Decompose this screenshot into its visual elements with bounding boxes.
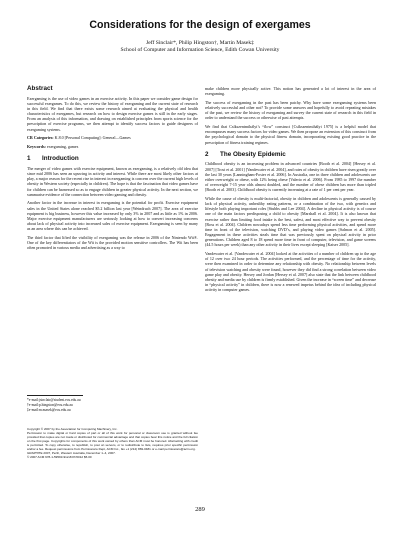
paper-title: Considerations for the design of exergames (89, 19, 311, 31)
isbn-line: © 2007 ACM 978-1-59593-912-8/07/0012 $5.00 (27, 454, 92, 459)
keywords-label: Keywords: (27, 144, 46, 150)
intro-paragraph-3: The third factor that lifted the visibility of exergaming was the release in 2006 of the Nintendo Wii®. One of the key differentiators of the Wii is the provided motion sensitive controllers. The Wii has been often promoted in various media and advertising as a way to (27, 234, 198, 251)
footnotes (27, 395, 198, 413)
footnote-email-1: *e-mail:jsinclair@student.ecu.edu.au (27, 398, 81, 402)
intro-continued: make children more physically active. This notion has generated a lot of interest in the area of exergaming. (205, 86, 376, 97)
author-names: Jeff Sinclair*, Philip Hingston†, Martin Masek‡ (146, 40, 254, 46)
section-heading-obesity (205, 152, 376, 157)
abstract-heading: Abstract (27, 85, 53, 92)
footnote-email-3: ‡e-mail:m.masek@ecu.edu.au (27, 408, 71, 413)
author-block (0, 40, 400, 54)
cr-categories-label: CR Categories: (27, 135, 54, 141)
page-number: 289 (195, 506, 205, 513)
section-number: 1 (27, 155, 31, 163)
obesity-paragraph-3: Vandewater et al. [Vandewater et al. 2004] looked at the activities of a number of children up to the age of 12 over two 24 hour periods. The activities performed, and the percentage of time for the activity, were then examined in order to determine any relationship with obesity. No relationship between levels of television watching and obesity were found, however they did find a strong correlation between video game play and obesity. Hersey and Jordan [Hersey et al. 2007] also state that the link between childhood obesity and media use by children is firmly established. Given the increase in “screen time” and decrease in “physical activity” in children, there is now a renewed impetus behind the idea of including physical activity in computer games. (205, 251, 376, 293)
right-column (205, 86, 376, 296)
keywords-text: exergaming, games (46, 144, 79, 150)
author-affiliation: School of Computer and Information Science, Edith Cowan University (120, 47, 280, 53)
footnote-email-2: †e-mail:p.hingston@ecu.edu.au (27, 403, 73, 408)
obesity-paragraph-1: Childhood obesity is an increasing problem in advanced countries [Booth et al. 2004] [Hersey et al. 2007] [Trost et al. 2001] [Vandewater et al. 2004], and rates of obesity in children have risen greatly over the last 30 years [Lanningham-Foster et al. 2006]. In Australia, one in three children and adolescents are either overweight or obese, with 12% being obese [Valerio et al. 2006]. From 1985 to 1997 the number of overweight 7-15 year olds almost doubled, and the number of obese children has more than tripled [Booth et al. 2003]. Childhood obesity is currently increasing at a rate of 1 per cent per year. (205, 161, 376, 193)
intro-paragraph-4: The success of exergaming in the past has been patchy. Why have some exergaming systems been relatively successful and other not? To provide some answers and hopefully to avoid repeating mistakes of the past, we review the history of exergaming and survey the current state of research in this field in order to understand the success or otherwise of past attempts. (205, 99, 376, 121)
section-number: 2 (205, 150, 209, 158)
copyright-line: Copyright © 2007 by the Association for Computing Machinery, Inc. (27, 427, 118, 431)
obesity-paragraph-2: While the cause of obesity is multi-factorial, obesity in children and adolescents is generally caused by lack of physical activity, unhealthy eating patterns, or a combination of the two, with genetics and lifestyle both playing important roles [Stubbs and Lee 2004]. A decline in physical activity is of course one of the main factors predisposing a child to obesity [Marshall et al. 2004]. It is also known that exercise rather than limiting food intake is the best, safest, and most effective way to prevent obesity [Ross et al. 2004]. Children nowadays spend less time performing physical activities, and spend more time in front of the television, watching DVD’s, and playing video games [Salmon et al. 2005]. Engagement in these activities steals time that was previously spent on physical activity in prior generations. Children aged 8 to 18 spend more time in front of computer, television, and game screens (44.5 hours per week) than any other activity in their lives except sleeping [Kaiser 2005]. (205, 195, 376, 248)
intro-paragraph-5: We find that Csíkszentmihályi’s “flow” construct [Csíkszentmihályi 1975] is a helpful model that encompasses many success factors for video games. We then propose an extension of this construct from the psychological domain to the physical fitness domain, incorporating existing good practice in the prescription of fitness training regimes. (205, 124, 376, 145)
intro-paragraph-2: Another factor in the increase in interest in exergaming is the potential for profit. Exercise equipment sales in the United States alone reached $5.2 billion last year [Weindruch 2007]. The area of exercise equipment is big business, however this value increased by only 3% in 2007 and as little as 1% in 2006. Major exercise equipment manufacturers are seriously looking at how to convert increasing concerns about lack of physical activity into increased sales of exercise equipment. Exergaming is seen by many as an area where this can be achieved. (27, 200, 198, 232)
intro-paragraph-1: The merger of video games with exercise equipment, known as exergaming, is a relatively old idea that since mid 2006 has seen an upswing in activity and interest. While there are most likely other factors at play, a major reason for the recent rise in interest in exergaming is concern over the current high levels of obesity in Western society (especially in children). The hope is that the fascination that video games have for children can be harnessed so as to engage children in greater physical activity. In the next section, we summarise evidence of the connection between video gaming and obesity. (27, 165, 198, 197)
copyright-notice (27, 428, 198, 460)
conference-line: GRAPHITE 2007, Perth, Western Australia, December 1–4, 2007. (27, 450, 116, 455)
cr-categories (27, 135, 198, 140)
section-title: The Obesity Epidemic (220, 150, 286, 158)
cr-categories-text: K.8.0 [Personal Computing]: General—Games (54, 135, 131, 141)
section-heading-introduction (27, 156, 198, 161)
permission-text: Permission to make digital or hard copies of part or all of this work for personal or classroom use is granted without fee provided that copies are not made or distributed for commercial advantage and that copies bear this notice and the full citation on the first page. Copyrights for components of this work owned by others than ACM must be honored. Abstracting with credit is permitted. To copy otherwise, to republish, to post on servers, or to redistribute to lists, requires prior specific permission and/or a fee. Request permissions from Permissions Dept, ACM Inc., fax +1 (212) 869-0481 or e-mail permissions@acm.org. (27, 430, 198, 451)
keywords (27, 144, 198, 149)
section-title: Introduction (42, 155, 79, 163)
abstract-body: Exergaming is the use of video games in an exercise activity. In this paper we consider game design for successful exergames. To do this, we review the history of exergaming and the current state of research in this field. We find that there exists some research aimed at evaluating the physical and health characteristics of exergames, but research on how to design exercise games is still in the early stages. From an analysis of this information, and drawing on established principles from sports science for the prescription of exercise programs, we then attempt to identify success factors to guide designers of exergaming systems. (27, 95, 198, 132)
footnote-rule (27, 395, 83, 396)
left-column (27, 86, 198, 254)
